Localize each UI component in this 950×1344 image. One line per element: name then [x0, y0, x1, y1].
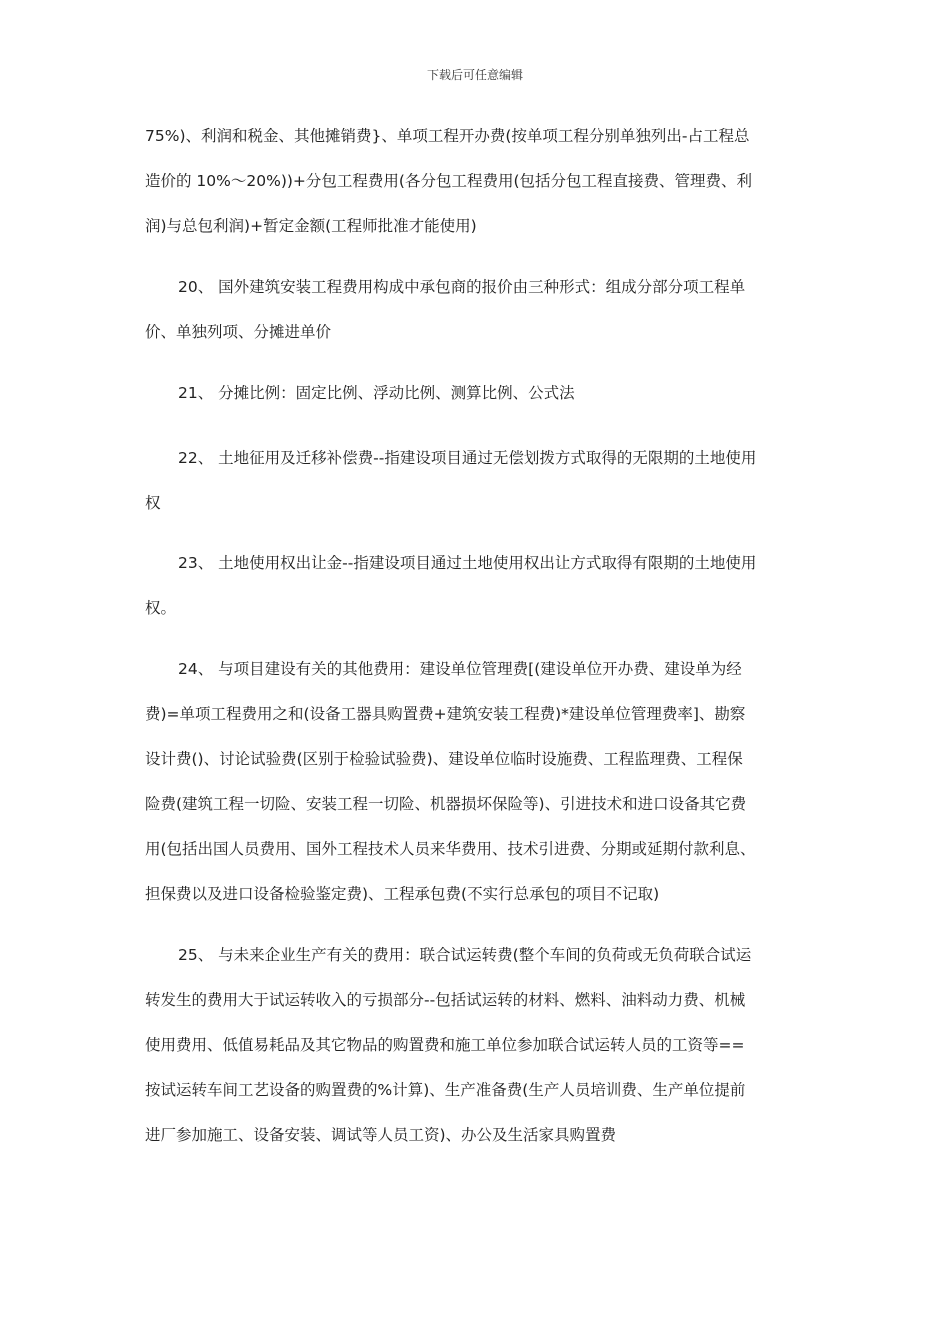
text-line: 20、 国外建筑安装工程费用构成中承包商的报价由三种形式：组成分部分项工程单	[178, 278, 746, 296]
page-header: 下载后可任意编辑	[426, 68, 523, 82]
paragraph-item-24	[145, 647, 810, 917]
text-line: 权。	[145, 599, 177, 617]
text-line: 75%)、利润和税金、其他摊销费}、单项工程开办费(按单项工程分别单独列出-占工程总	[145, 127, 750, 145]
text-line: 权	[145, 494, 161, 512]
text-line: 转发生的费用大于试运转收入的亏损部分--包括试运转的材料、燃料、油料动力费、机械	[145, 991, 746, 1009]
text-line: 按试运转车间工艺设备的购置费的%计算)、生产准备费(生产人员培训费、生产单位提前	[145, 1081, 746, 1099]
text-line: 价、单独列项、分摊进单价	[145, 323, 332, 341]
text-line: 22、 土地征用及迁移补偿费--指建设项目通过无偿划拨方式取得的无限期的土地使用	[178, 449, 757, 467]
text-line: 25、 与未来企业生产有关的费用：联合试运转费(整个车间的负荷或无负荷联合试运	[178, 946, 752, 964]
text-line: 23、 土地使用权出让金--指建设项目通过土地使用权出让方式取得有限期的土地使用	[178, 554, 757, 572]
text-line: 担保费以及进口设备检验鉴定费)、工程承包费(不实行总承包的项目不记取)	[145, 885, 660, 903]
paragraph-item-20	[145, 265, 810, 355]
text-line: 设计费()、讨论试验费(区别于检验试验费)、建设单位临时设施费、工程监理费、工程保	[145, 750, 743, 768]
text-line: 24、 与项目建设有关的其他费用：建设单位管理费[(建设单位开办费、建设单为经	[178, 660, 742, 678]
text-line: 进厂参加施工、设备安装、调试等人员工资)、办公及生活家具购置费	[145, 1126, 617, 1144]
paragraph-continuation	[145, 114, 810, 249]
text-line: 21、 分摊比例：固定比例、浮动比例、测算比例、公式法	[178, 384, 575, 402]
paragraph-item-21	[145, 371, 810, 416]
paragraph-item-23	[145, 541, 810, 631]
text-line: 费)=单项工程费用之和(设备工器具购置费+建筑安装工程费)*建设单位管理费率]、勘察	[145, 705, 746, 723]
text-line: 润)与总包利润)+暂定金额(工程师批准才能使用)	[145, 217, 477, 235]
paragraph-item-22	[145, 436, 810, 526]
text-line: 使用费用、低值易耗品及其它物品的购置费和施工单位参加联合试运转人员的工资等==	[145, 1036, 745, 1054]
text-line: 造价的 10%～20%))+分包工程费用(各分包工程费用(包括分包工程直接费、管理费、利	[145, 172, 753, 190]
paragraph-item-25	[145, 933, 810, 1158]
text-line: 险费(建筑工程一切险、安装工程一切险、机器损坏保险等)、引进技术和进口设备其它费	[145, 795, 747, 813]
text-line: 用(包括出国人员费用、国外工程技术人员来华费用、技术引进费、分期或延期付款利息、	[145, 840, 756, 858]
